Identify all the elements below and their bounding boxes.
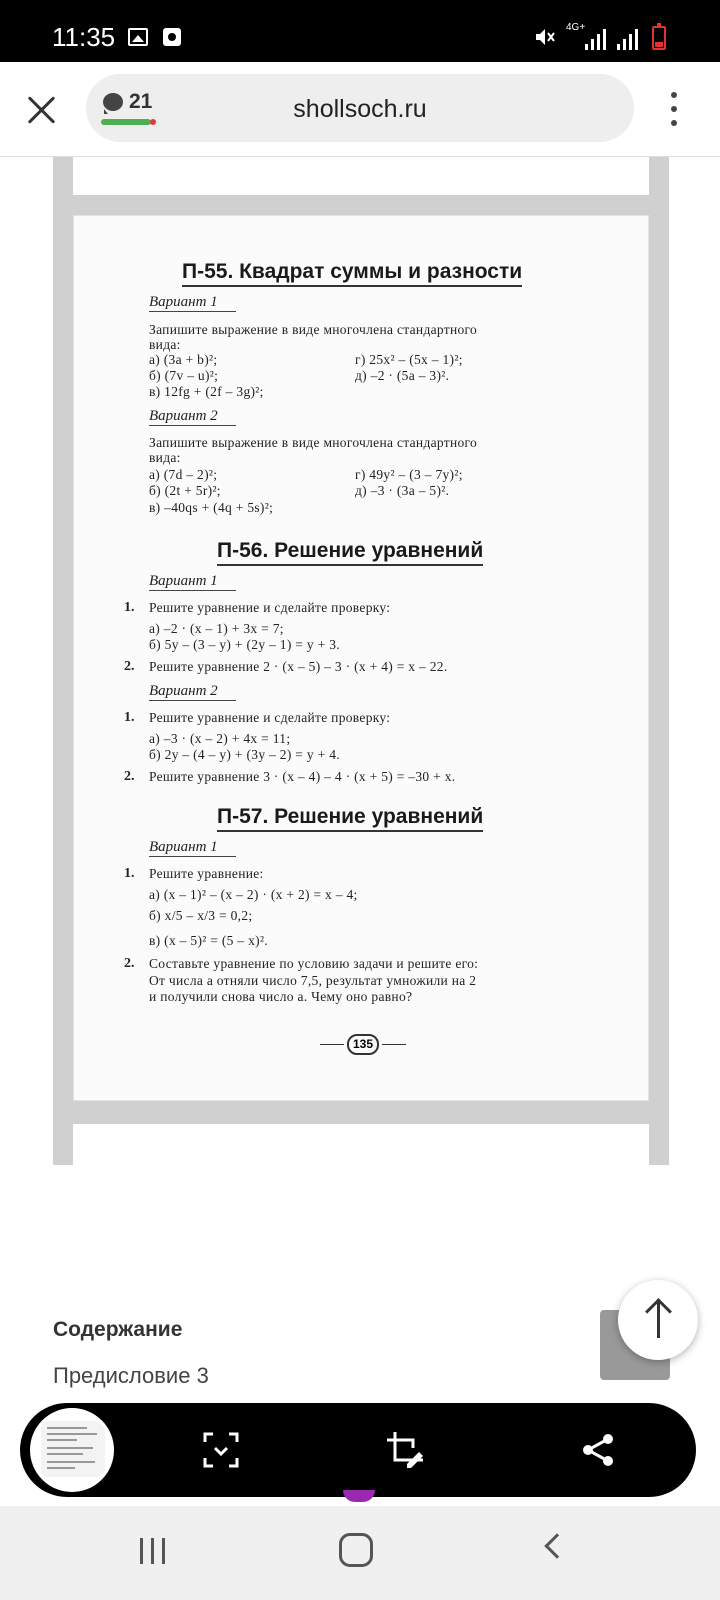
back-icon[interactable] <box>544 1533 569 1558</box>
task-item: б) (7v – u)²; <box>149 368 219 383</box>
page-number-value: 135 <box>347 1034 379 1055</box>
task-item: б) (2t + 5r)²; <box>149 483 221 498</box>
task-text: и получили снова число a. Чему оно равно? <box>149 989 413 1004</box>
gallery-notification-icon <box>128 28 148 46</box>
comments-button[interactable] <box>103 90 161 113</box>
variant-label: Вариант 1 <box>149 294 236 312</box>
task-text: От числа a отняли число 7,5, результат умножили на 2 <box>149 973 477 988</box>
navigation-bar <box>0 1506 720 1600</box>
task-item: д) –2 · (5a – 3)². <box>355 368 450 383</box>
signal-icon-2 <box>615 28 643 50</box>
task-item: б) 2y – (4 – y) + (3y – 2) = y + 4. <box>149 747 340 762</box>
task-text: Запишите выражение в виде многочлена стандартного <box>149 322 478 337</box>
screenshot-toolbar <box>20 1403 696 1497</box>
task-text: Решите уравнение и сделайте проверку: <box>149 710 391 725</box>
load-progress-bar <box>101 119 151 125</box>
task-text: Запишите выражение в виде многочлена стандартного <box>149 435 478 450</box>
task-item: г) 25x² – (5x – 1)²; <box>355 352 463 367</box>
mute-icon <box>533 26 555 48</box>
task-text: вида: <box>149 450 181 465</box>
share-icon[interactable] <box>578 1430 618 1470</box>
recent-apps-icon[interactable] <box>140 1538 170 1566</box>
screenshot-thumbnail[interactable] <box>30 1408 114 1492</box>
chat-bubble-icon <box>103 93 123 111</box>
previous-page <box>73 157 649 195</box>
app-notification-icon <box>163 28 181 46</box>
variant-label: Вариант 2 <box>149 683 236 701</box>
task-number: 2. <box>124 769 135 784</box>
section-title-p56: П-56. Решение уравнений <box>217 539 483 566</box>
task-text: вида: <box>149 337 181 352</box>
url-text[interactable]: shollsoch.ru <box>293 95 427 123</box>
page-number <box>320 1034 406 1056</box>
task-number: 2. <box>124 956 135 971</box>
variant-label: Вариант 2 <box>149 408 236 426</box>
task-item: а) –3 · (x – 2) + 4x = 11; <box>149 731 291 746</box>
task-item: а) –2 · (x – 1) + 3x = 7; <box>149 621 284 636</box>
status-bar <box>0 0 720 62</box>
task-item: в) 12fg + (2f – 3g)²; <box>149 384 264 399</box>
scroll-capture-icon[interactable] <box>201 1430 241 1470</box>
task-text: Решите уравнение: <box>149 866 264 881</box>
battery-icon <box>652 26 666 50</box>
task-number: 1. <box>124 600 135 615</box>
task-number: 1. <box>124 866 135 881</box>
more-vert-icon[interactable] <box>668 92 680 128</box>
section-title-p55: П-55. Квадрат суммы и разности <box>182 260 522 287</box>
task-text: Составьте уравнение по условию задачи и решите его: <box>149 956 479 971</box>
scroll-to-top-button[interactable] <box>618 1280 698 1360</box>
status-time: 11:35 <box>52 22 116 52</box>
task-item: г) 49y² – (3 – 7y)²; <box>355 467 463 482</box>
task-item: д) –3 · (3a – 5)². <box>355 483 450 498</box>
task-item: б) x/5 – x/3 = 0,2; <box>149 908 253 923</box>
contents-item-link[interactable]: Предисловие 3 <box>53 1363 209 1388</box>
task-item: а) (7d – 2)²; <box>149 467 218 482</box>
task-text: Решите уравнение 2 · (x – 5) – 3 · (x + 4) = x – 22. <box>149 659 448 674</box>
variant-label: Вариант 1 <box>149 573 236 591</box>
task-item: а) (3a + b)²; <box>149 352 218 367</box>
task-number: 1. <box>124 710 135 725</box>
task-item: б) 5y – (3 – y) + (2y – 1) = y + 3. <box>149 637 340 652</box>
book-page <box>73 215 649 1101</box>
task-item: в) –40qs + (4q + 5s)²; <box>149 500 274 515</box>
next-page <box>73 1124 649 1165</box>
task-text: Решите уравнение 3 · (x – 4) – 4 · (x + 5) = –30 + x. <box>149 769 456 784</box>
variant-label: Вариант 1 <box>149 839 236 857</box>
signal-icon <box>583 28 611 50</box>
task-item: а) (x – 1)² – (x – 2) · (x + 2) = x – 4; <box>149 887 358 902</box>
task-number: 2. <box>124 659 135 674</box>
comments-count: 21 <box>129 90 153 113</box>
task-text: Решите уравнение и сделайте проверку: <box>149 600 391 615</box>
close-icon[interactable] <box>22 90 62 130</box>
purple-decoration <box>343 1490 375 1502</box>
task-item: в) (x – 5)² = (5 – x)². <box>149 933 268 948</box>
network-type: 4G+ <box>566 22 586 33</box>
home-icon[interactable] <box>339 1533 373 1567</box>
crop-edit-icon[interactable] <box>385 1430 425 1470</box>
section-title-p57: П-57. Решение уравнений <box>217 805 483 832</box>
contents-heading: Содержание <box>53 1318 183 1341</box>
